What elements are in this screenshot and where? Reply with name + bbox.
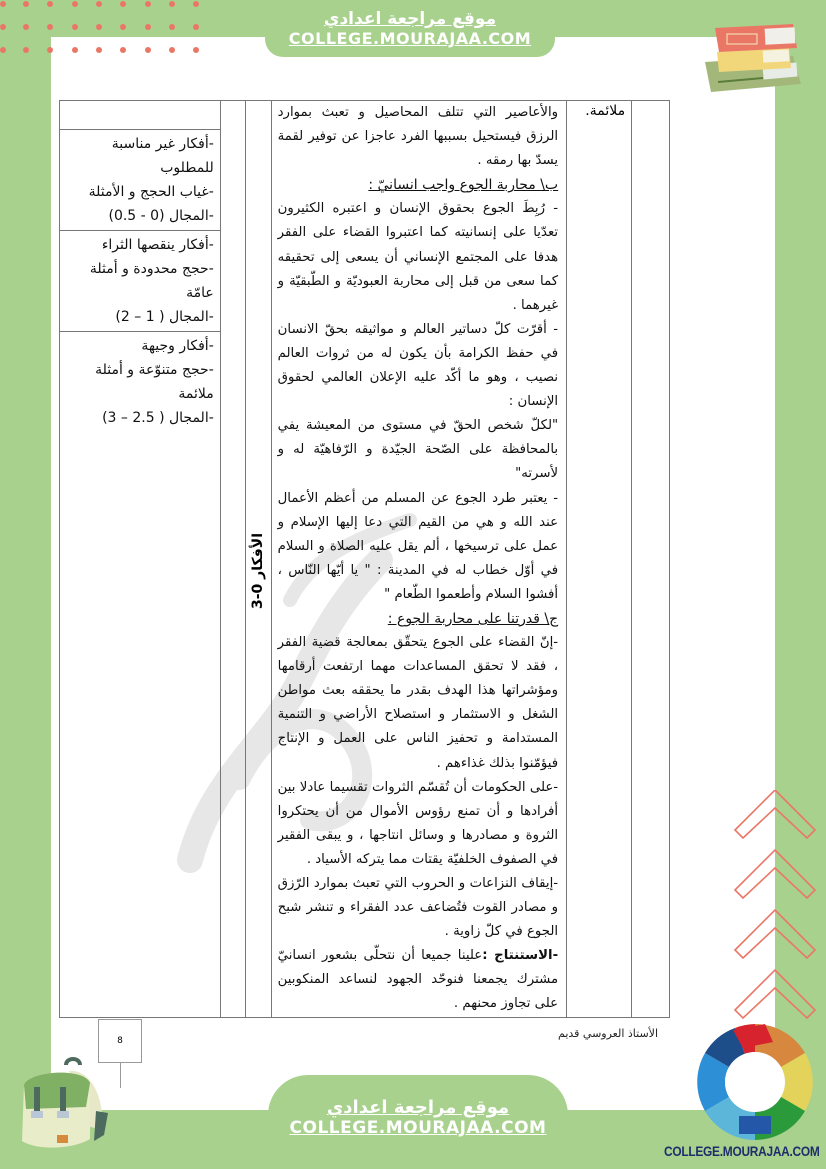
books-icon [693,12,813,94]
conclusion [278,944,558,1016]
intro-text: والأعاصير التي تتلف المحاصيل و تعبث بموارد الرزق فيستحيل بسببها الفرد عاجزا عن توفير لقمة يسدّ بها رمقه . [277,105,559,169]
section-b-quote: "لكلّ شخص الحقّ في مستوى من المعيشة يفي بالمحافظة على الصّحة الجيّدة و الرّفاهيّة له و لأسرته" [277,418,559,482]
brand-logo-text[interactable]: COLLEGE.MOURAJAA.COM [664,1143,820,1159]
criterion-line: -غياب الحجج و الأمثلة [88,184,214,200]
edge-column [632,101,670,1018]
section-b-heading: ب\ محاربة الجوع واجب انسانيّ : [368,177,559,194]
criterion-level-3 [60,332,221,1018]
header-banner[interactable] [265,0,555,57]
author-name: الأستاذ العروسي قديم [558,1027,659,1040]
criterion-line: -حجج محدودة و أمثلة [89,261,214,277]
header-banner-url[interactable]: COLLEGE.MOURAJAA.COM [288,29,532,48]
page-number: 8 [117,1036,123,1046]
header-banner-title: موقع مراجعة اعدادي [323,9,497,29]
criterion-level-1 [60,130,221,231]
conclusion-label: -الاستنتاج : [482,948,559,964]
backpack-icon [14,1055,114,1155]
criterion-line: -أفكار وجيهة [141,338,214,354]
score-column [220,101,245,1018]
criterion-line: -أفكار ينقصها الثراء [101,237,214,253]
criterion-line: -حجج متنوّعة و أمثلة [95,362,214,378]
page-number-stem [120,1062,121,1088]
decorative-dots [0,0,200,52]
right-column-text: ملائمة. [585,103,626,119]
criterion-range: -المجال ( 2.5 – 3) [102,410,214,426]
chevron-up-decoration-icon [733,790,818,1040]
criterion-line: عامّة [186,285,214,301]
criterion-vertical-label: الأفكار 0-3 [250,532,267,610]
section-b-paragraph-2: - أقرّت كلّ دساتير العالم و مواثيقه بحقّ الانسان في حفظ الكرامة بأن يكون له من ثروات العالم نصيب ، وهو ما أكّد عليه الإعلان العالمي لحقوق الإنسان : [277,321,559,410]
criterion-range: -المجال (0 - 0.5) [108,208,214,224]
footer-banner-url[interactable]: COLLEGE.MOURAJAA.COM [289,1118,547,1138]
section-c-paragraph-3: -إيقاف النزاعات و الحروب التي تعبث بموارد الرّزق و مصادر القوت فتُضاعف عدد الفقراء و تنشر شبح الجوع في كلّ زاوية . [277,876,559,940]
conclusion-text: علينا جميعا أن نتحلّى بشعور انسانيّ مشترك يجمعنا فنوحّد الجهود لنساعد المنكوبين على تجاوز محنهم . [277,948,559,1012]
section-c-paragraph-2: -على الحكومات أن تُقسّم الثروات تقسيما عادلا بين أفرادها و أن تمنع رؤوس الأموال من أن يحتكروا الثروة و مصادرها و وسائل انتاجها ، و يبقى الفقير في الصفوف الخلفيّة يقتات مما يتركه الأسياد . [277,779,559,867]
criterion-label-cell [245,101,271,1018]
section-c-heading: ج\ قدرتنا على محاربة الجوع : [387,610,559,627]
footer-banner-title: موقع مراجعة اعدادي [326,1097,510,1118]
criterion-level-2 [60,231,221,332]
grading-table [59,100,670,1018]
criterion-range: -المجال ( 1 – 2) [115,309,214,325]
site-logo-wheel-icon [695,1022,815,1142]
section-b-paragraph-1: - رُبِطَ الجوع بحقوق الإنسان و اعتبره الكثيرون تعدّيا على إنسانيته كما اعتبروا القضاء على الفقر هدفا على المجتمع الإنساني أن يسعى إلى تحقيقه كما سعى من قبل إلى محاربة العبوديّة و الطّبقيّة و غيرهما . [277,201,559,313]
criterion-line: -أفكار غير مناسبة للمطلوب [111,136,214,176]
footer-banner[interactable] [268,1075,568,1169]
section-b-paragraph-3: - يعتبر طرد الجوع عن المسلم من أعظم الأعمال عند الله و هي من القيم التي دعا إليها الإسلام و عمل على ترسيخها ، ألم يقل عليه الصلاة و السلام في أوّل خطاب له في المدينة : " يا أيّها النّاس ، أفشوا السلام وأطعموا الطّعام " [277,490,559,602]
right-column-cell [567,101,632,1018]
answer-body-cell [271,101,566,1018]
criterion-line: ملائمة [178,386,214,402]
section-c-paragraph-1: -إنّ القضاء على الجوع يتحقّق بمعالجة قضية الفقر ، فقد لا تحقق المساعدات مهما ارتفعت أرقامها ومؤشراتها هذا الهدف بقدر ما يحققه بعث مواطن الشغل و الاستثمار و استصلاح الأراضي و التنمية المستدامة و تحفيز الناس على العمل و الإنتاج فيؤمّنوا بذلك غذاءهم . [277,635,559,771]
criteria-cell-empty [60,101,221,130]
